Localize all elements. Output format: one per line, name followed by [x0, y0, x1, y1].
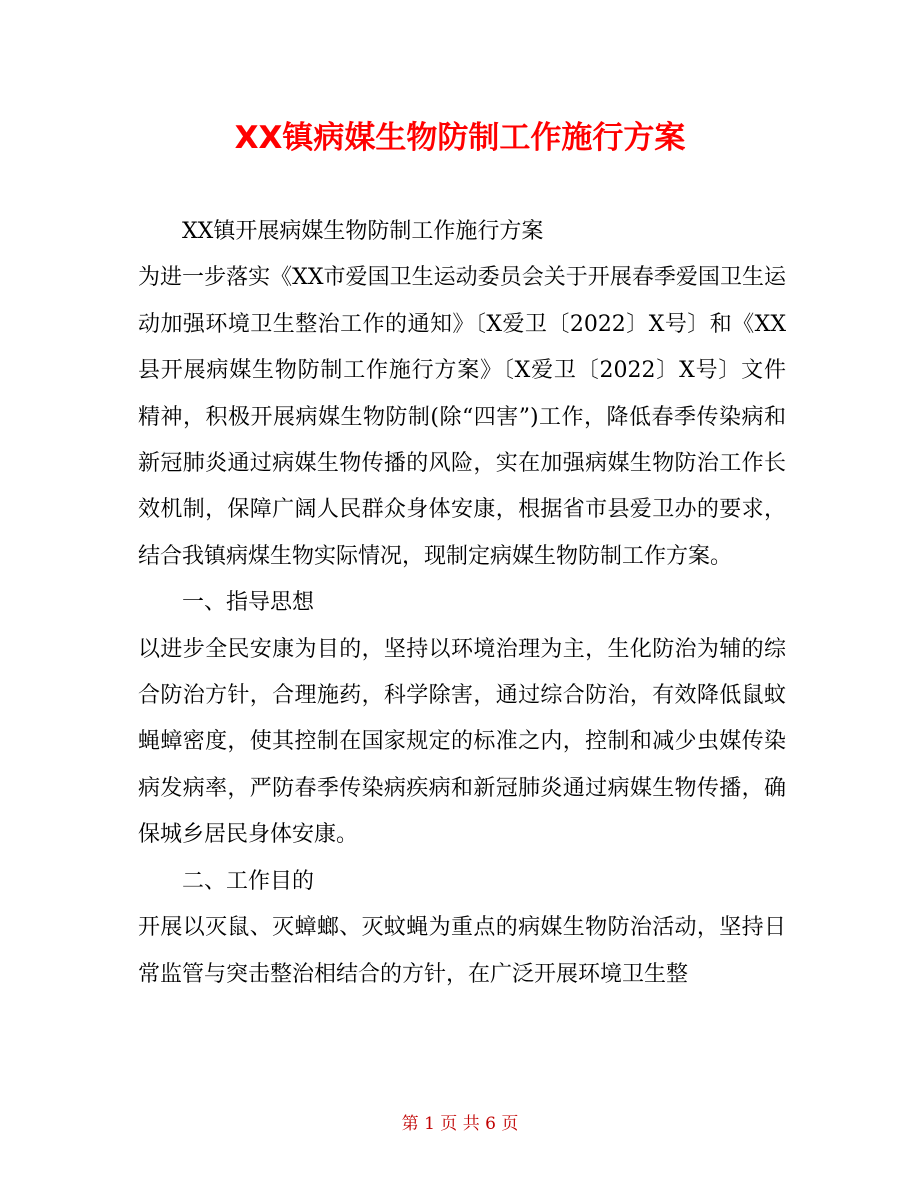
section-heading-guiding-ideology: 一、指导思想 — [182, 590, 315, 616]
work-goal-paragraph: 开展以灭鼠、灭蟑螂、灭蚊蝇为重点的病媒生物防治活动，坚持日常监管与突击整治相结合的方针，在广泛开展环境卫生整 — [138, 915, 786, 987]
document-body — [138, 209, 786, 998]
intro-paragraph: 为进一步落实《XX市爱国卫生运动委员会关于开展春季爱国卫生运动加强环境卫生整治工作的通知》〔X爱卫〔2022〕X号〕和《XX县开展病媒生物防制工作施行方案》〔X爱卫〔2022〕X号〕文件精神，积极开展病媒生物防制(除“四害”)工作，降低春季传染病和新冠肺炎通过病媒生物传播的风险，实在加强病媒生物防治工作长效机制，保障广阔人民群众身体安康，根据省市县爱卫办的要求，结合我镇病煤生物实际情况，现制定病媒生物防制工作方案。 — [138, 265, 786, 569]
section-heading-work-goal: 二、工作目的 — [182, 868, 315, 894]
document-title: XX镇病媒生物防制工作施行方案 — [234, 120, 686, 156]
guiding-ideology-paragraph: 以进步全民安康为目的，坚持以环境治理为主，生化防治为辅的综合防治方针，合理施药，科学除害，通过综合防治，有效降低鼠蚊蝇蟑密度，使其控制在国家规定的标准之内，控制和减少虫媒传染病发病率，严防春季传染病疾病和新冠肺炎通过病媒生物传播，确保城乡居民身体安康。 — [138, 636, 786, 848]
page-number-footer: 第 1 页 共 6 页 — [401, 1114, 519, 1134]
subtitle-paragraph: XX镇开展病媒生物防制工作施行方案 — [182, 219, 544, 244]
